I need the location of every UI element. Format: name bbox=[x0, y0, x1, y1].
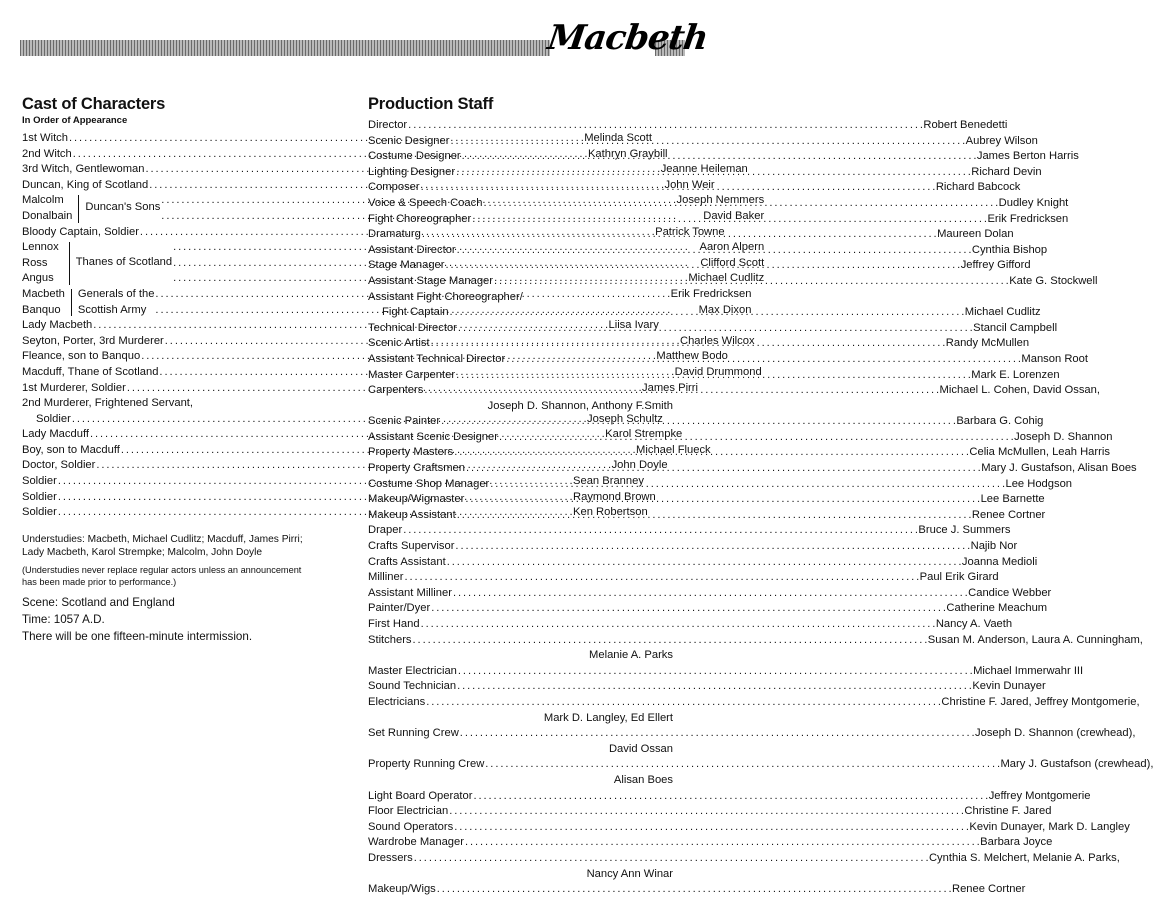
cast-actor: Clifford Scott bbox=[700, 256, 765, 269]
staff-name: Renee Cortner bbox=[951, 883, 1026, 896]
cast-role: Seyton, Porter, 3rd Murderer bbox=[22, 334, 164, 347]
cast-actor: David Baker bbox=[703, 209, 765, 222]
staff-role: Assistant Director bbox=[368, 243, 456, 256]
staff-name: Kevin Dunayer, Mark D. Langley bbox=[969, 820, 1130, 833]
staff-name: Lee Barnette bbox=[980, 493, 1045, 506]
time-text: Time: 1057 A.D. bbox=[22, 613, 105, 627]
staff-name: Joseph D. Shannon bbox=[1014, 430, 1113, 443]
staff-role: Director bbox=[368, 119, 408, 131]
staff-name: Michael Cudlitz bbox=[964, 306, 1041, 319]
staff-name: Aubrey Wilson bbox=[965, 134, 1038, 147]
cast-actor: Michael Cudlitz bbox=[688, 272, 765, 285]
group-label: Duncan's Sons bbox=[85, 201, 161, 214]
cast-actor: Sean Branney bbox=[573, 475, 644, 488]
staff-role: Fight Choreographer bbox=[368, 212, 472, 225]
staff-name: Jeffrey Montgomerie bbox=[988, 789, 1091, 802]
intermission-text: There will be one fifteen-minute intermission. bbox=[22, 630, 253, 644]
staff-name: Richard Devin bbox=[971, 165, 1042, 178]
cast-role: Angus bbox=[22, 272, 54, 285]
staff-name: Cynthia Bishop bbox=[971, 243, 1048, 256]
staff-row bbox=[368, 555, 1038, 571]
staff-row bbox=[368, 835, 1053, 851]
cast-actor: Erik Fredricksen bbox=[670, 287, 752, 300]
staff-role: Master Electrician bbox=[368, 664, 457, 677]
staff-row bbox=[368, 508, 1046, 524]
staff-row bbox=[368, 882, 1026, 898]
staff-row bbox=[368, 118, 1008, 134]
cast-actor: Joseph Schultz bbox=[587, 412, 663, 425]
cast-actor: Melinda Scott bbox=[584, 132, 652, 144]
cast-role: Lennox bbox=[22, 241, 59, 254]
cast-role: Lady Macbeth bbox=[22, 319, 93, 332]
staff-name-continued: Melanie A. Parks bbox=[589, 649, 673, 662]
staff-role: Assistant Scenic Designer bbox=[368, 430, 498, 443]
understudies-line-1: Understudies: Macbeth, Michael Cudlitz; Macduff, James Pirri; bbox=[22, 533, 303, 545]
staff-role: Composer bbox=[368, 181, 420, 194]
staff-row bbox=[368, 633, 1143, 649]
staff-row bbox=[368, 539, 1018, 555]
staff-name: Christine F. Jared, Jeffrey Montgomerie, bbox=[941, 695, 1140, 708]
disclaimer-line-2: has been made prior to performance.) bbox=[22, 577, 177, 588]
staff-name: Michael Immerwahr III bbox=[973, 664, 1084, 677]
staff-heading: Production Staff bbox=[368, 95, 494, 113]
cast-role: Duncan, King of Scotland bbox=[22, 178, 149, 191]
staff-row bbox=[368, 664, 1084, 680]
staff-row bbox=[368, 851, 1120, 867]
cast-actor: Raymond Brown bbox=[573, 490, 656, 503]
staff-list bbox=[368, 789, 1130, 851]
staff-row bbox=[368, 757, 1153, 773]
staff-role: Technical Director bbox=[368, 321, 457, 334]
staff-role: Assistant Stage Manager bbox=[368, 274, 493, 287]
staff-row bbox=[368, 679, 1046, 695]
cast-role: Bloody Captain, Soldier bbox=[22, 225, 139, 238]
staff-name: Manson Root bbox=[1021, 352, 1088, 365]
group-bracket bbox=[69, 242, 70, 285]
staff-role: Stitchers bbox=[368, 633, 412, 646]
cast-actor: Charles Wilcox bbox=[679, 334, 755, 347]
staff-name-continued: David Ossan bbox=[608, 742, 673, 755]
staff-role: Electricians bbox=[368, 695, 426, 708]
macbeth-logo: Macbeth bbox=[545, 18, 711, 58]
staff-role: Lighting Designer bbox=[368, 165, 456, 178]
cast-actor: Joseph Nemmers bbox=[676, 194, 765, 207]
staff-name: Kate G. Stockwell bbox=[1009, 274, 1098, 287]
staff-row bbox=[368, 134, 1038, 150]
cast-role: 2nd Witch bbox=[22, 147, 72, 160]
staff-name: Richard Babcock bbox=[935, 181, 1021, 194]
staff-role: Scenic Designer bbox=[368, 134, 450, 147]
staff-row bbox=[368, 321, 1058, 337]
staff-role: Dressers bbox=[368, 851, 413, 864]
staff-role: Assistant Milliner bbox=[368, 586, 452, 599]
staff-role: Makeup/Wigmaster bbox=[368, 493, 465, 506]
group-label: Generals of the bbox=[77, 287, 155, 300]
cast-role: Ross bbox=[22, 256, 48, 269]
staff-name: Lee Hodgson bbox=[1005, 477, 1073, 490]
staff-row bbox=[368, 430, 1113, 446]
staff-name: Celia McMullen, Leah Harris bbox=[969, 446, 1110, 459]
staff-name: Nancy A. Vaeth bbox=[935, 618, 1013, 630]
cast-role: Macbeth bbox=[22, 287, 65, 300]
staff-role: Property Running Crew bbox=[368, 758, 485, 771]
cast-role: Malcolm bbox=[22, 194, 64, 207]
staff-role: Property Craftsmen bbox=[368, 462, 465, 475]
cast-actor: Kathryn Graybill bbox=[587, 147, 668, 160]
staff-role: Sound Operators bbox=[368, 820, 454, 833]
staff-name: Joanna Medioli bbox=[961, 555, 1038, 568]
staff-name-continued: Joseph D. Shannon, Anthony F.Smith bbox=[487, 399, 673, 412]
cast-role: Fleance, son to Banquo bbox=[22, 350, 141, 363]
staff-row bbox=[368, 523, 1011, 539]
cast-actor: Aaron Alpern bbox=[699, 241, 765, 254]
cast-role: Doctor, Soldier bbox=[22, 459, 96, 472]
group-bracket bbox=[71, 289, 72, 316]
staff-role: Voice & Speech Coach bbox=[368, 196, 483, 209]
staff-name: Stancil Campbell bbox=[973, 321, 1058, 334]
cast-heading: Cast of Characters bbox=[22, 95, 166, 113]
group-label: Thanes of Scotland bbox=[75, 256, 173, 269]
cast-actor: Matthew Bodo bbox=[656, 350, 728, 363]
staff-row bbox=[368, 820, 1130, 836]
group-label: Scottish Army bbox=[77, 303, 147, 316]
staff-role: Costume Shop Manager bbox=[368, 477, 490, 490]
staff-row bbox=[368, 414, 1044, 430]
cast-role: Soldier bbox=[22, 490, 57, 503]
staff-name: Maureen Dolan bbox=[937, 228, 1014, 241]
cast-role: Lady Macduff bbox=[22, 428, 89, 441]
staff-name: Cynthia S. Melchert, Melanie A. Parks, bbox=[928, 851, 1120, 864]
staff-role: Floor Electrician bbox=[368, 805, 449, 818]
staff-name: Candice Webber bbox=[968, 586, 1052, 599]
staff-role: Makeup/Wigs bbox=[368, 883, 436, 896]
disclaimer-line-1: (Understudies never replace regular actors unless an announcement bbox=[22, 565, 302, 576]
staff-role: Master Carpenter bbox=[368, 368, 456, 381]
staff-role: Painter/Dyer bbox=[368, 602, 431, 615]
staff-row bbox=[368, 149, 1079, 165]
cast-role: Donalbain bbox=[22, 209, 73, 222]
staff-role: Makeup Assistant bbox=[368, 508, 456, 521]
staff-role: Assistant Fight Choreographer/ bbox=[368, 290, 523, 303]
header-band bbox=[20, 40, 550, 56]
staff-role: Draper bbox=[368, 524, 403, 537]
cast-role: 2nd Murderer, Frightened Servant, bbox=[22, 397, 194, 410]
staff-role: Set Running Crew bbox=[368, 727, 459, 740]
staff-role: Dramaturg bbox=[368, 228, 421, 241]
staff-name: Najib Nor bbox=[970, 540, 1018, 553]
cast-actor: Karol Strempke bbox=[605, 428, 683, 441]
staff-row bbox=[368, 461, 1137, 477]
staff-role: Crafts Supervisor bbox=[368, 540, 455, 553]
staff-row bbox=[368, 726, 1136, 742]
staff-row bbox=[368, 477, 1073, 493]
staff-role: Assistant Technical Director bbox=[368, 352, 506, 365]
staff-role: Costume Designer bbox=[368, 150, 461, 163]
cast-role: 1st Witch bbox=[22, 132, 69, 144]
cast-actor: Max Dixon bbox=[698, 303, 752, 316]
staff-role: Sound Technician bbox=[368, 680, 457, 693]
staff-name: Renee Cortner bbox=[971, 508, 1046, 521]
cast-role: Boy, son to Macduff bbox=[22, 443, 120, 456]
cast-role: Banquo bbox=[22, 303, 61, 316]
staff-role: First Hand bbox=[368, 618, 420, 630]
understudies-line-2: Lady Macbeth, Karol Strempke; Malcolm, John Doyle bbox=[22, 547, 263, 559]
staff-name-continued: Mark D. Langley, Ed Ellert bbox=[543, 711, 673, 724]
staff-name: Joseph D. Shannon (crewhead), bbox=[975, 727, 1136, 740]
staff-name: Mark E. Lorenzen bbox=[971, 368, 1060, 381]
staff-name: Mary J. Gustafson (crewhead), bbox=[1000, 758, 1153, 771]
cast-role: Soldier bbox=[22, 506, 57, 519]
cast-actor: John Weir bbox=[664, 178, 715, 191]
staff-role: Carpenters bbox=[368, 384, 424, 397]
staff-name: Paul Erik Girard bbox=[919, 571, 999, 584]
staff-name: Michael L. Cohen, David Ossan, bbox=[939, 384, 1100, 397]
group-bracket bbox=[78, 195, 79, 222]
cast-actor: Jeanne Heileman bbox=[660, 163, 748, 176]
staff-role: Crafts Assistant bbox=[368, 555, 446, 568]
staff-name: Robert Benedetti bbox=[923, 119, 1008, 131]
cast-actor: Michael Flueck bbox=[636, 443, 711, 456]
staff-row bbox=[368, 586, 1052, 602]
staff-row bbox=[368, 804, 1052, 820]
cast-role: 3rd Witch, Gentlewoman bbox=[22, 163, 145, 176]
staff-name: Barbara G. Cohig bbox=[956, 415, 1044, 428]
cast-actor: Patrick Towne bbox=[655, 225, 725, 238]
cast-actor: James Pirri bbox=[642, 381, 698, 394]
staff-role: Milliner bbox=[368, 571, 404, 584]
cast-subheading: In Order of Appearance bbox=[22, 115, 128, 126]
staff-role: Wardrobe Manager bbox=[368, 836, 464, 849]
staff-row bbox=[368, 695, 1140, 711]
staff-row bbox=[368, 789, 1091, 805]
staff-name: Susan M. Anderson, Laura A. Cunningham, bbox=[927, 633, 1143, 646]
staff-row bbox=[368, 617, 1013, 633]
cast-actor: John Doyle bbox=[611, 459, 668, 472]
staff-name-continued: Nancy Ann Winar bbox=[586, 867, 673, 880]
staff-role: Scenic Painter bbox=[368, 415, 441, 428]
cast-actor: David Drummond bbox=[674, 365, 762, 378]
staff-name: Catherine Meachum bbox=[946, 602, 1048, 615]
cast-role: 1st Murderer, Soldier bbox=[22, 381, 126, 394]
cast-actor: Ken Robertson bbox=[573, 506, 648, 519]
staff-role: Stage Manager bbox=[368, 259, 445, 272]
cast-role: Macduff, Thane of Scotland bbox=[22, 365, 159, 378]
staff-name: Barbara Joyce bbox=[980, 836, 1053, 849]
staff-list bbox=[368, 664, 1084, 695]
cast-actor: Liisa Ivary bbox=[608, 319, 659, 332]
staff-row bbox=[368, 492, 1045, 508]
staff-role: Fight Captain bbox=[382, 306, 449, 319]
scene-text: Scene: Scotland and England bbox=[22, 596, 175, 610]
staff-name: James Berton Harris bbox=[976, 150, 1079, 163]
staff-name-continued: Alisan Boes bbox=[613, 773, 673, 786]
cast-role: Soldier bbox=[22, 475, 57, 488]
staff-role: Property Masters bbox=[368, 446, 454, 459]
cast-role: Soldier bbox=[36, 412, 71, 425]
staff-role: Scenic Artist bbox=[368, 337, 430, 350]
staff-name: Kevin Dunayer bbox=[972, 680, 1046, 693]
staff-row bbox=[368, 601, 1048, 617]
staff-role: Light Board Operator bbox=[368, 789, 473, 802]
staff-name: Mary J. Gustafson, Alisan Boes bbox=[981, 462, 1137, 475]
staff-row bbox=[368, 570, 999, 586]
staff-name: Jeffrey Gifford bbox=[960, 259, 1031, 272]
staff-name: Christine F. Jared bbox=[964, 805, 1052, 818]
staff-name: Erik Fredricksen bbox=[987, 212, 1069, 225]
staff-name: Dudley Knight bbox=[998, 196, 1069, 209]
staff-name: Randy McMullen bbox=[945, 337, 1030, 350]
staff-name: Bruce J. Summers bbox=[918, 524, 1011, 537]
